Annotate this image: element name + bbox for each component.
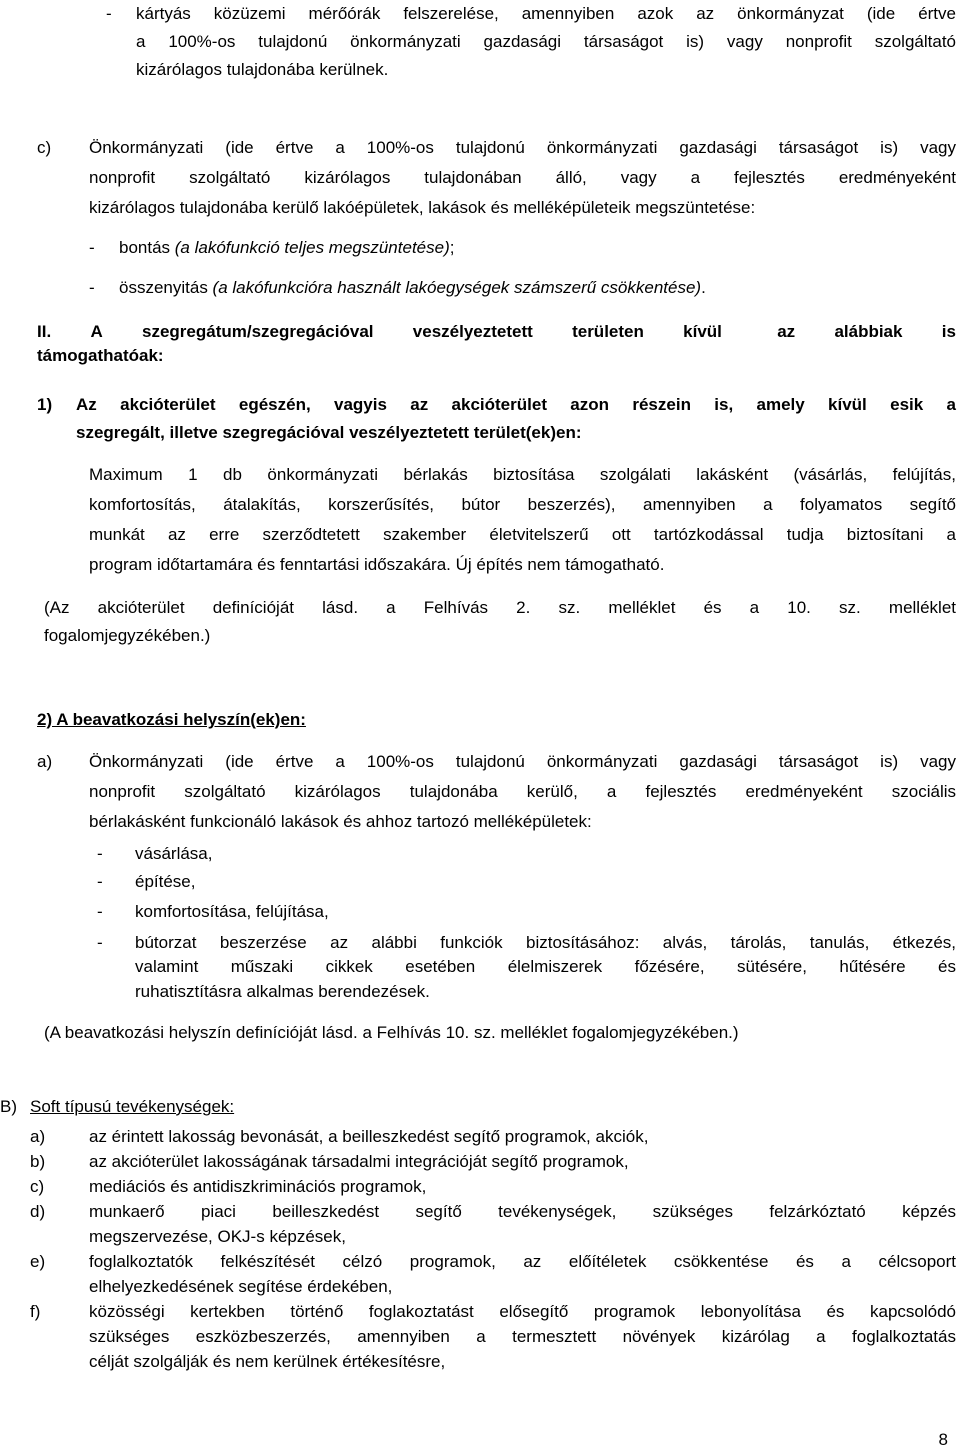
list-dash: - (89, 278, 95, 297)
list-item: az érintett lakosság bevonását, a beilleszkedést segítő programok, akciók, (89, 1127, 649, 1146)
sub-item-osszenyitas: összenyitás (a lakófunkcióra használt lakóegységek számszerű csökkentése). (119, 278, 706, 297)
list-item: munkaerő piaci beilleszkedést segítő tevékenységek, szükséges felzárkóztató képzés (89, 1202, 956, 1221)
note-line: (Az akcióterület definícióját lásd. a Felhívás 2. sz. melléklet és a 10. sz. melléklet (44, 598, 956, 617)
point-2-heading: 2) A beavatkozási helyszín(ek)en: (37, 710, 306, 729)
list-dash: - (89, 238, 95, 257)
list-dash: - (97, 844, 103, 863)
text-line: komfortosítás, átalakítás, korszerűsítés, bútor beszerzés), amennyiben a folyamatos segítő (89, 495, 956, 514)
list-dash: - (97, 933, 103, 952)
text-line: nonprofit szolgáltató kizárólagos tulajdonába kerülő, a fejlesztés eredményeként szociális (89, 782, 956, 801)
text-line: munkát az erre szerződtetett szakember életvitelszerű ott tartózkodással tudja biztosítani a (89, 525, 956, 544)
sub-item: vásárlása, (135, 844, 213, 863)
sub-item: komfortosítása, felújítása, (135, 902, 329, 921)
list-item: mediációs és antidiszkriminációs programok, (89, 1177, 427, 1196)
sub-item: bútorzat beszerzése az alábbi funkciók biztosításához: alvás, tárolás, tanulás, étkezés, (135, 933, 956, 952)
text-line: kizárólagos tulajdonába kerülő lakóépületek, lakások és melléképületeik megszüntetése: (89, 198, 756, 217)
item-label: b) (30, 1152, 46, 1171)
item-label: e) (30, 1252, 46, 1271)
page-number: 8 (938, 1430, 948, 1449)
list-dash: - (97, 872, 103, 891)
point-1-heading-cont: szegregált, illetve szegregációval veszélyeztetett terület(ek)en: (76, 423, 582, 442)
item-label: f) (30, 1302, 41, 1321)
sub-item-bontas: bontás (a lakófunkció teljes megszüntetése); (119, 238, 455, 257)
section-ii-heading: II. A szegregátum/szegregációval veszélyeztetett területen kívül az alábbiak is (37, 322, 956, 341)
list-dash: - (97, 902, 103, 921)
item-label: c) (30, 1177, 45, 1196)
item-label: a) (37, 752, 53, 771)
text-line: bérlakásként funkcionáló lakások és ahhoz tartozó melléképületek: (89, 812, 592, 831)
list-item: célját szolgálják és nem kerülnek értékesítésre, (89, 1352, 446, 1371)
text-line: a 100%-os tulajdonú önkormányzati gazdasági társaságot is) vagy nonprofit szolgáltató (136, 32, 956, 51)
list-item: megszervezése, OKJ-s képzések, (89, 1227, 346, 1246)
sub-item: valamint műszaki cikkek esetében élelmiszerek főzésére, sütésére, hűtésére és (135, 957, 956, 976)
sub-item: építése, (135, 872, 196, 891)
section-b-label: B) (0, 1097, 17, 1116)
text-line: Önkormányzati (ide értve a 100%-os tulajdonú önkormányzati gazdasági társaságot is) vagy (89, 752, 956, 771)
section-ii-heading-cont: támogathatóak: (37, 346, 164, 365)
note-line: fogalomjegyzékében.) (44, 626, 211, 645)
point-label: 1) (37, 395, 53, 414)
text-line: kizárólagos tulajdonába kerülnek. (136, 60, 389, 79)
list-item: elhelyezkedésének segítése érdekében, (89, 1277, 393, 1296)
item-label: a) (30, 1127, 46, 1146)
text-line: program időtartamára és fenntartási időszakára. Új építés nem támogatható. (89, 555, 665, 574)
text-line: nonprofit szolgáltató kizárólagos tulajdonában álló, vagy a fejlesztés eredményeként (89, 168, 956, 187)
item-label: d) (30, 1202, 46, 1221)
text-line: kártyás közüzemi mérőórák felszerelése, amennyiben azok az önkormányzat (ide értve (136, 4, 956, 23)
item-label: c) (37, 138, 52, 157)
list-dash: - (106, 4, 112, 23)
note-line: (A beavatkozási helyszín definícióját lásd. a Felhívás 10. sz. melléklet fogalomjegyzékében.) (44, 1023, 739, 1042)
text-line: Maximum 1 db önkormányzati bérlakás biztosítása szolgálati lakásként (vásárlás, felújítás, (89, 465, 956, 484)
section-b-heading: Soft típusú tevékenységek: (30, 1097, 235, 1116)
sub-item: ruhatisztításra alkalmas berendezések. (135, 982, 430, 1001)
list-item: közösségi kertekben történő foglakoztatást elősegítő programok lebonyolítása és kapcsolódó (89, 1302, 956, 1321)
point-1-heading: Az akcióterület egészén, vagyis az akcióterület azon részein is, amely kívül esik a (76, 395, 956, 414)
text-line: Önkormányzati (ide értve a 100%-os tulajdonú önkormányzati gazdasági társaságot is) vagy (89, 138, 956, 157)
list-item: az akcióterület lakosságának társadalmi integrációját segítő programok, (89, 1152, 629, 1171)
list-item: szükséges eszközbeszerzés, amennyiben a termesztett növények kizárólag a foglalkoztatás (89, 1327, 956, 1346)
list-item: foglalkoztatók felkészítését célzó programok, az előítéletek csökkentése és a célcsoport (89, 1252, 956, 1271)
